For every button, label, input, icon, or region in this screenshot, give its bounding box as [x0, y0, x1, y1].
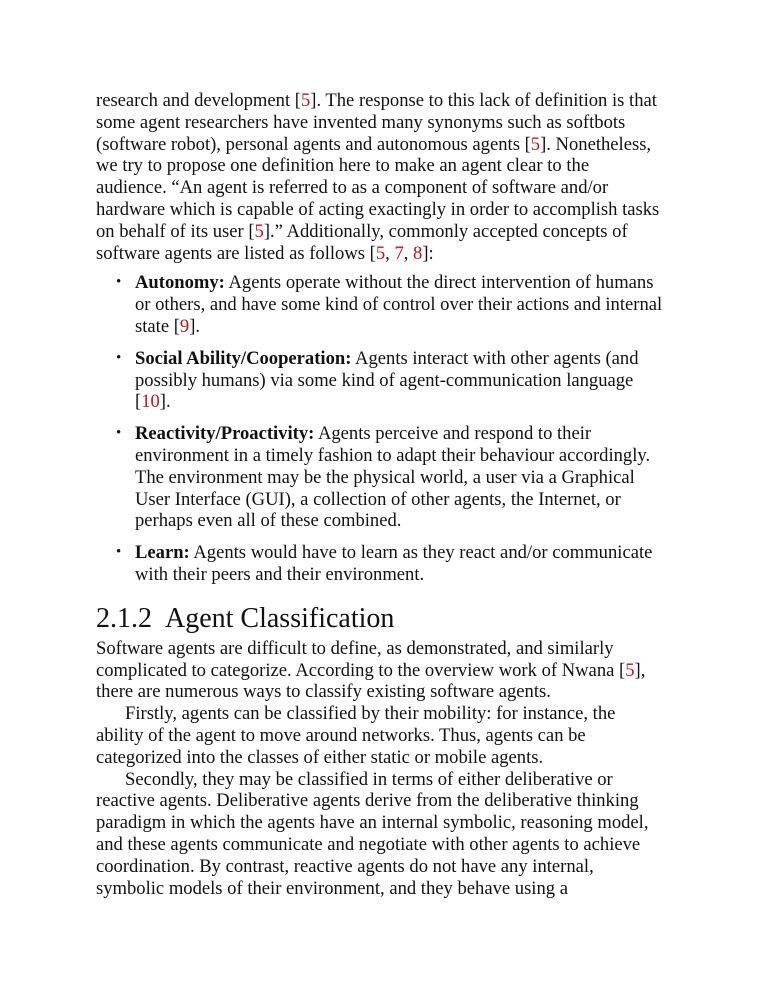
citation-link[interactable]: 5 — [375, 242, 386, 264]
text-segment: some agent researchers have invented many synonyms such as softbots — [96, 111, 626, 133]
text-segment: coordination. By contrast, reactive agents do not have any internal, — [96, 855, 594, 877]
text-segment: there are numerous ways to classify existing software agents. — [96, 681, 551, 703]
text-line — [135, 391, 681, 413]
text-segment: Secondly, they may be classified in terms of either deliberative or — [125, 768, 613, 790]
text-segment: ]. The response to this lack of definition is that — [310, 90, 657, 111]
text-segment: possibly humans) via some kind of agent-communication language — [135, 369, 634, 391]
text-segment: ]: — [422, 242, 434, 264]
text-line — [96, 243, 681, 265]
bullet-icon: • — [116, 349, 122, 366]
text-segment: Agents perceive and respond to their — [314, 423, 592, 445]
text-segment: audience. “An agent is referred to as a component of software and/or — [96, 177, 609, 199]
citation-link[interactable]: 5 — [530, 133, 541, 155]
text-line — [135, 272, 681, 294]
list-item-term: Learn: — [135, 542, 190, 564]
text-segment: on behalf of its user [ — [96, 220, 255, 242]
text-line — [135, 370, 681, 392]
text-column — [96, 90, 681, 899]
list-item — [96, 423, 681, 532]
body-paragraph — [96, 769, 681, 900]
text-segment: Agents operate without the direct intervention of humans — [224, 272, 654, 294]
text-segment: ], — [634, 659, 646, 681]
body-paragraph — [96, 703, 681, 768]
intro-paragraph — [96, 90, 681, 264]
list-item-term: Social Ability/Cooperation: — [135, 347, 352, 369]
section-title: Agent Classification — [165, 602, 395, 634]
text-line — [96, 112, 681, 134]
bullet-icon: • — [116, 544, 122, 561]
text-segment: ]. Nonetheless, — [540, 133, 652, 155]
text-line — [96, 155, 681, 177]
text-line — [135, 423, 681, 445]
text-segment: with their peers and their environment. — [135, 563, 425, 585]
citation-link[interactable]: 7 — [394, 242, 404, 264]
text-segment: Agents interact with other agents (and — [351, 347, 639, 369]
text-line — [135, 489, 681, 511]
text-line — [96, 134, 681, 156]
text-segment: , — [385, 242, 395, 264]
section-heading — [96, 603, 681, 635]
citation-link[interactable]: 9 — [179, 315, 190, 337]
text-segment: and these agents communicate and negotiate with other agents to achieve — [96, 833, 641, 855]
citation-link[interactable]: 8 — [413, 242, 423, 264]
text-segment: (software robot), personal agents and autonomous agents [ — [96, 133, 531, 155]
text-segment: Firstly, agents can be classified by their mobility: for instance, the — [125, 703, 616, 725]
text-line — [96, 769, 681, 791]
text-segment: or others, and have some kind of control over their actions and internal — [135, 294, 663, 316]
text-segment: hardware which is capable of acting exactingly in order to accomplish tasks — [96, 198, 660, 220]
text-segment: Software agents are difficult to define, as demonstrated, and similarly — [96, 637, 614, 659]
list-item — [96, 272, 681, 337]
text-segment: , — [403, 242, 414, 264]
text-line — [96, 660, 681, 682]
list-item-term: Autonomy: — [135, 272, 225, 294]
text-line — [96, 199, 681, 221]
text-line — [96, 812, 681, 834]
concepts-list — [96, 272, 681, 585]
text-segment: paradigm in which the agents have an internal symbolic, reasoning model, — [96, 812, 649, 834]
citation-link[interactable]: 5 — [625, 659, 635, 681]
text-line — [135, 510, 681, 532]
text-line — [96, 638, 681, 660]
text-line — [135, 445, 681, 467]
citation-link[interactable]: 5 — [300, 90, 311, 111]
text-line — [135, 467, 681, 489]
bullet-icon: • — [116, 274, 122, 291]
text-line — [135, 316, 681, 338]
text-segment: [ — [135, 391, 142, 413]
text-line — [96, 725, 681, 747]
text-segment: reactive agents. Deliberative agents derive from the deliberative thinking — [96, 790, 639, 812]
text-line — [96, 177, 681, 199]
text-line — [96, 90, 681, 112]
section-number: 2.1.2 — [96, 602, 152, 634]
body-paragraph — [96, 638, 681, 703]
text-segment: environment in a timely fashion to adapt their behaviour accordingly. — [135, 444, 651, 466]
list-item — [96, 348, 681, 413]
text-segment: ]. — [159, 391, 171, 413]
list-item — [96, 542, 681, 586]
citation-link[interactable]: 5 — [254, 220, 264, 242]
text-segment: research and development [ — [96, 90, 301, 111]
citation-link[interactable]: 10 — [141, 391, 160, 413]
text-segment: we try to propose one definition here to make an agent clear to the — [96, 155, 590, 177]
text-segment: perhaps even all of these combined. — [135, 510, 402, 532]
text-line — [96, 747, 681, 769]
text-segment: ability of the agent to move around networks. Thus, agents can be — [96, 724, 586, 746]
text-line — [96, 681, 681, 703]
text-line — [135, 542, 681, 564]
text-line — [96, 221, 681, 243]
text-segment: ]. — [189, 315, 201, 337]
text-line — [96, 703, 681, 725]
text-line — [96, 790, 681, 812]
text-line — [135, 294, 681, 316]
text-segment: complicated to categorize. According to the overview work of Nwana [ — [96, 659, 626, 681]
text-segment: software agents are listed as follows [ — [96, 242, 376, 264]
text-segment: The environment may be the physical world, a user via a Graphical — [135, 466, 635, 488]
text-line — [96, 856, 681, 878]
text-line — [135, 348, 681, 370]
text-line — [96, 878, 681, 900]
text-segment: state [ — [135, 315, 180, 337]
classification-body — [96, 638, 681, 900]
text-segment: User Interface (GUI), a collection of other agents, the Internet, or — [135, 488, 621, 510]
text-segment: symbolic models of their environment, and they behave using a — [96, 877, 568, 899]
text-line — [96, 834, 681, 856]
list-item-term: Reactivity/Proactivity: — [135, 423, 315, 445]
text-segment: Agents would have to learn as they react and/or communicate — [189, 542, 653, 564]
bullet-icon: • — [116, 425, 122, 442]
text-line — [135, 564, 681, 586]
text-segment: ].” Additionally, commonly accepted concepts of — [263, 220, 628, 242]
text-segment: categorized into the classes of either static or mobile agents. — [96, 746, 544, 768]
